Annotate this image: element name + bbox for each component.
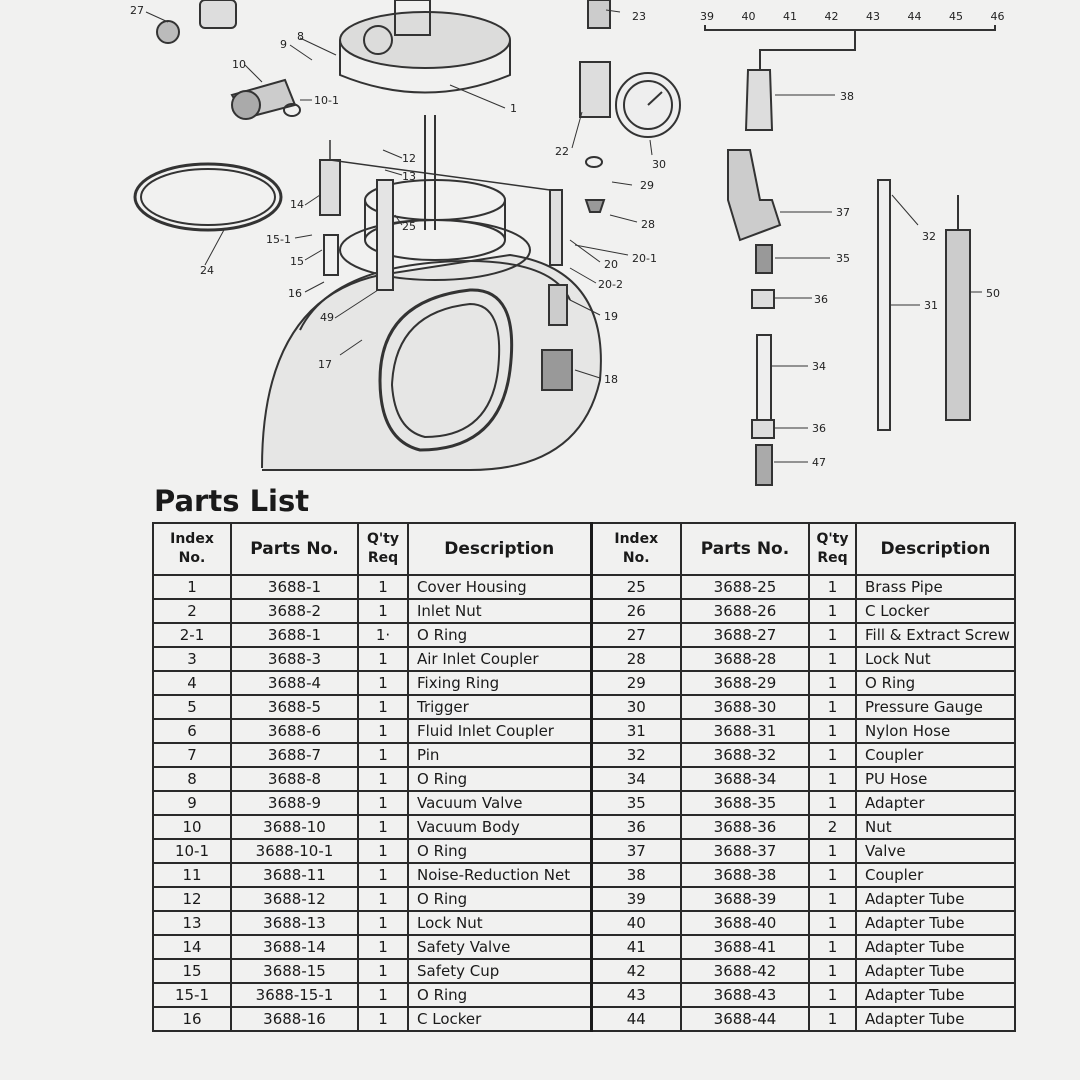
cell-index: 28 xyxy=(591,647,681,671)
cell-description: O Ring xyxy=(408,623,591,647)
cell-description: Noise-Reduction Net xyxy=(408,863,591,887)
cell-description: Fixing Ring xyxy=(408,671,591,695)
cell-parts-no: 3688-2 xyxy=(231,599,358,623)
cell-description: Inlet Nut xyxy=(408,599,591,623)
callout-label: 22 xyxy=(555,145,569,158)
cell-index: 35 xyxy=(591,791,681,815)
callout-label: 19 xyxy=(604,310,618,323)
cell-qty: 1 xyxy=(358,647,408,671)
table-row xyxy=(153,983,1015,1007)
cell-description: Vacuum Valve xyxy=(408,791,591,815)
callout-label: 15 xyxy=(290,255,304,268)
callout-label: 24 xyxy=(200,264,214,277)
cell-parts-no: 3688-44 xyxy=(681,1007,809,1031)
callout-label: 13 xyxy=(402,170,416,183)
callout-label: 49 xyxy=(320,311,334,324)
callout-label: 34 xyxy=(812,360,826,373)
cell-qty: 1 xyxy=(358,959,408,983)
cell-description: C Locker xyxy=(856,599,1015,623)
table-row xyxy=(153,887,1015,911)
cell-index: 10 xyxy=(153,815,231,839)
cell-description: Fluid Inlet Coupler xyxy=(408,719,591,743)
cell-index: 27 xyxy=(591,623,681,647)
cell-parts-no: 3688-42 xyxy=(681,959,809,983)
cell-description: Brass Pipe xyxy=(856,575,1015,599)
cell-qty: 1 xyxy=(358,791,408,815)
cell-qty: 1 xyxy=(809,839,856,863)
callout-label: 16 xyxy=(288,287,302,300)
cell-description: Lock Nut xyxy=(856,647,1015,671)
cell-index: 7 xyxy=(153,743,231,767)
cell-index: 11 xyxy=(153,863,231,887)
cell-parts-no: 3688-12 xyxy=(231,887,358,911)
cell-description: Coupler xyxy=(856,863,1015,887)
cell-index: 26 xyxy=(591,599,681,623)
header-qty: Q'ty Req xyxy=(809,523,856,575)
cell-index: 39 xyxy=(591,887,681,911)
cell-description: Safety Cup xyxy=(408,959,591,983)
cell-parts-no: 3688-4 xyxy=(231,671,358,695)
cell-parts-no: 3688-14 xyxy=(231,935,358,959)
cell-description: O Ring xyxy=(408,839,591,863)
callout-label: 10 xyxy=(232,58,246,71)
callout-label: 28 xyxy=(641,218,655,231)
cell-index: 15-1 xyxy=(153,983,231,1007)
callout-label: 38 xyxy=(840,90,854,103)
parts-list-table xyxy=(152,522,1016,1032)
cell-parts-no: 3688-31 xyxy=(681,719,809,743)
cell-qty: 1 xyxy=(809,743,856,767)
cell-description: O Ring xyxy=(856,671,1015,695)
table-row xyxy=(153,695,1015,719)
cell-qty: 1 xyxy=(358,767,408,791)
callout-label: 37 xyxy=(836,206,850,219)
cell-parts-no: 3688-10-1 xyxy=(231,839,358,863)
cell-parts-no: 3688-15 xyxy=(231,959,358,983)
callout-label: 20-1 xyxy=(632,252,657,265)
cell-parts-no: 3688-5 xyxy=(231,695,358,719)
header-parts-no: Parts No. xyxy=(681,523,809,575)
table-row xyxy=(153,935,1015,959)
table-row xyxy=(153,671,1015,695)
adapter-tube-number: 41 xyxy=(783,10,797,23)
cell-qty: 1 xyxy=(809,623,856,647)
cell-parts-no: 3688-3 xyxy=(231,647,358,671)
cell-parts-no: 3688-27 xyxy=(681,623,809,647)
cell-qty: 1 xyxy=(809,575,856,599)
cell-index: 16 xyxy=(153,1007,231,1031)
cell-parts-no: 3688-11 xyxy=(231,863,358,887)
callout-label: 15-1 xyxy=(266,233,291,246)
callout-label: 30 xyxy=(652,158,666,171)
cell-description: Adapter Tube xyxy=(856,935,1015,959)
cell-index: 25 xyxy=(591,575,681,599)
cell-parts-no: 3688-41 xyxy=(681,935,809,959)
cell-description: Air Inlet Coupler xyxy=(408,647,591,671)
cell-index: 34 xyxy=(591,767,681,791)
cell-qty: 1 xyxy=(358,671,408,695)
cell-index: 3 xyxy=(153,647,231,671)
table-row xyxy=(153,599,1015,623)
cell-parts-no: 3688-1 xyxy=(231,623,358,647)
table-row xyxy=(153,911,1015,935)
cell-parts-no: 3688-29 xyxy=(681,671,809,695)
cell-description: Trigger xyxy=(408,695,591,719)
cell-qty: 1 xyxy=(809,863,856,887)
cell-index: 13 xyxy=(153,911,231,935)
cell-parts-no: 3688-10 xyxy=(231,815,358,839)
table-row xyxy=(153,623,1015,647)
callout-label: 31 xyxy=(924,299,938,312)
cell-description: Adapter Tube xyxy=(856,1007,1015,1031)
cell-description: Coupler xyxy=(856,743,1015,767)
callout-label: 25 xyxy=(402,220,416,233)
adapter-tube-number: 39 xyxy=(700,10,714,23)
header-description: Description xyxy=(856,523,1015,575)
cell-index: 1 xyxy=(153,575,231,599)
adapter-tube-number: 43 xyxy=(866,10,880,23)
cell-qty: 1 xyxy=(809,767,856,791)
cell-index: 9 xyxy=(153,791,231,815)
cell-index: 2-1 xyxy=(153,623,231,647)
callout-label: 20-2 xyxy=(598,278,623,291)
table-header-row xyxy=(153,523,1015,575)
cell-description: Lock Nut xyxy=(408,911,591,935)
cell-parts-no: 3688-43 xyxy=(681,983,809,1007)
cell-qty: 1 xyxy=(809,671,856,695)
table-row xyxy=(153,575,1015,599)
cell-qty: 1 xyxy=(358,575,408,599)
cell-qty: 1 xyxy=(809,959,856,983)
table-row xyxy=(153,743,1015,767)
cell-qty: 1 xyxy=(809,935,856,959)
header-index: Index No. xyxy=(153,523,231,575)
cell-qty: 1 xyxy=(358,719,408,743)
cell-index: 8 xyxy=(153,767,231,791)
cell-parts-no: 3688-15-1 xyxy=(231,983,358,1007)
cell-index: 36 xyxy=(591,815,681,839)
cell-parts-no: 3688-9 xyxy=(231,791,358,815)
cell-description: Fill & Extract Screw xyxy=(856,623,1015,647)
cell-description: Cover Housing xyxy=(408,575,591,599)
cell-parts-no: 3688-7 xyxy=(231,743,358,767)
cell-parts-no: 3688-25 xyxy=(681,575,809,599)
cell-parts-no: 3688-8 xyxy=(231,767,358,791)
cell-parts-no: 3688-1 xyxy=(231,575,358,599)
cell-description: O Ring xyxy=(408,983,591,1007)
cell-parts-no: 3688-36 xyxy=(681,815,809,839)
callout-label: 27 xyxy=(130,4,144,17)
cell-description: Vacuum Body xyxy=(408,815,591,839)
cell-index: 42 xyxy=(591,959,681,983)
cell-qty: 2 xyxy=(809,815,856,839)
callout-label: 36 xyxy=(814,293,828,306)
cell-qty: 1 xyxy=(358,695,408,719)
cell-parts-no: 3688-28 xyxy=(681,647,809,671)
header-index: Index No. xyxy=(591,523,681,575)
cell-qty: 1 xyxy=(358,863,408,887)
cell-index: 40 xyxy=(591,911,681,935)
cell-index: 38 xyxy=(591,863,681,887)
cell-description: Valve xyxy=(856,839,1015,863)
cell-parts-no: 3688-39 xyxy=(681,887,809,911)
cell-qty: 1 xyxy=(809,695,856,719)
cell-index: 32 xyxy=(591,743,681,767)
cell-parts-no: 3688-32 xyxy=(681,743,809,767)
cell-qty: 1 xyxy=(358,839,408,863)
cell-index: 30 xyxy=(591,695,681,719)
adapter-tube-number: 45 xyxy=(949,10,963,23)
callout-label: 14 xyxy=(290,198,304,211)
callout-label: 29 xyxy=(640,179,654,192)
cell-qty: 1 xyxy=(358,815,408,839)
header-parts-no: Parts No. xyxy=(231,523,358,575)
cell-qty: 1 xyxy=(809,1007,856,1031)
adapter-tube-number: 42 xyxy=(824,10,839,23)
callout-label: 1 xyxy=(510,102,517,115)
cell-qty: 1 xyxy=(809,983,856,1007)
cell-index: 2 xyxy=(153,599,231,623)
cell-index: 10-1 xyxy=(153,839,231,863)
callout-label: 9 xyxy=(280,38,287,51)
cell-index: 6 xyxy=(153,719,231,743)
cell-parts-no: 3688-6 xyxy=(231,719,358,743)
diagram-drawing xyxy=(0,0,1080,490)
cell-parts-no: 3688-16 xyxy=(231,1007,358,1031)
callout-label: 20 xyxy=(604,258,618,271)
callout-label: 8 xyxy=(297,30,304,43)
cell-index: 43 xyxy=(591,983,681,1007)
cell-description: O Ring xyxy=(408,887,591,911)
cell-qty: 1 xyxy=(809,887,856,911)
cell-qty: 1 xyxy=(358,935,408,959)
cell-index: 37 xyxy=(591,839,681,863)
cell-qty: 1 xyxy=(358,983,408,1007)
cell-index: 31 xyxy=(591,719,681,743)
table-row xyxy=(153,863,1015,887)
cell-qty: 1 xyxy=(358,1007,408,1031)
table-row xyxy=(153,767,1015,791)
cell-qty: 1 xyxy=(358,743,408,767)
cell-index: 41 xyxy=(591,935,681,959)
callout-label: 18 xyxy=(604,373,618,386)
cell-parts-no: 3688-30 xyxy=(681,695,809,719)
table-row xyxy=(153,647,1015,671)
cell-index: 4 xyxy=(153,671,231,695)
table-row xyxy=(153,791,1015,815)
table-row xyxy=(153,1007,1015,1031)
cell-description: Pressure Gauge xyxy=(856,695,1015,719)
callout-label: 12 xyxy=(402,152,416,165)
cell-parts-no: 3688-37 xyxy=(681,839,809,863)
callout-label: 32 xyxy=(922,230,936,243)
callout-label: 17 xyxy=(318,358,332,371)
adapter-tube-number: 46 xyxy=(990,10,1005,23)
cell-qty: 1 xyxy=(358,911,408,935)
parts-list-title: Parts List xyxy=(154,484,310,518)
cell-description: Adapter Tube xyxy=(856,983,1015,1007)
cell-qty: 1 xyxy=(809,791,856,815)
cell-parts-no: 3688-35 xyxy=(681,791,809,815)
callout-label: 36 xyxy=(812,422,826,435)
cell-description: C Locker xyxy=(408,1007,591,1031)
callout-label: 47 xyxy=(812,456,826,469)
cell-description: Nylon Hose xyxy=(856,719,1015,743)
cell-parts-no: 3688-13 xyxy=(231,911,358,935)
table-row xyxy=(153,839,1015,863)
callout-label: 23 xyxy=(632,10,646,23)
cell-qty: 1 xyxy=(358,887,408,911)
cell-qty: 1 xyxy=(809,599,856,623)
cell-parts-no: 3688-26 xyxy=(681,599,809,623)
cell-qty: 1 xyxy=(809,911,856,935)
cell-description: O Ring xyxy=(408,767,591,791)
cell-parts-no: 3688-34 xyxy=(681,767,809,791)
cell-qty: 1 xyxy=(809,647,856,671)
cell-index: 29 xyxy=(591,671,681,695)
table-row xyxy=(153,959,1015,983)
cell-description: Nut xyxy=(856,815,1015,839)
header-description: Description xyxy=(408,523,591,575)
cell-parts-no: 3688-38 xyxy=(681,863,809,887)
cell-index: 15 xyxy=(153,959,231,983)
cell-description: Pin xyxy=(408,743,591,767)
cell-description: Adapter Tube xyxy=(856,959,1015,983)
cell-parts-no: 3688-40 xyxy=(681,911,809,935)
adapter-tube-number: 44 xyxy=(907,10,922,23)
exploded-parts-diagram xyxy=(0,0,1080,490)
cell-qty: 1· xyxy=(358,623,408,647)
cell-description: PU Hose xyxy=(856,767,1015,791)
cell-index: 5 xyxy=(153,695,231,719)
header-qty: Q'ty Req xyxy=(358,523,408,575)
adapter-tube-number: 40 xyxy=(741,10,756,23)
callout-label: 35 xyxy=(836,252,850,265)
cell-description: Adapter xyxy=(856,791,1015,815)
cell-qty: 1 xyxy=(809,719,856,743)
cell-index: 14 xyxy=(153,935,231,959)
cell-index: 12 xyxy=(153,887,231,911)
callout-label: 10-1 xyxy=(314,94,339,107)
cell-description: Safety Valve xyxy=(408,935,591,959)
table-row xyxy=(153,719,1015,743)
cell-description: Adapter Tube xyxy=(856,911,1015,935)
table-row xyxy=(153,815,1015,839)
callout-label: 50 xyxy=(986,287,1000,300)
cell-index: 44 xyxy=(591,1007,681,1031)
cell-qty: 1 xyxy=(358,599,408,623)
cell-description: Adapter Tube xyxy=(856,887,1015,911)
